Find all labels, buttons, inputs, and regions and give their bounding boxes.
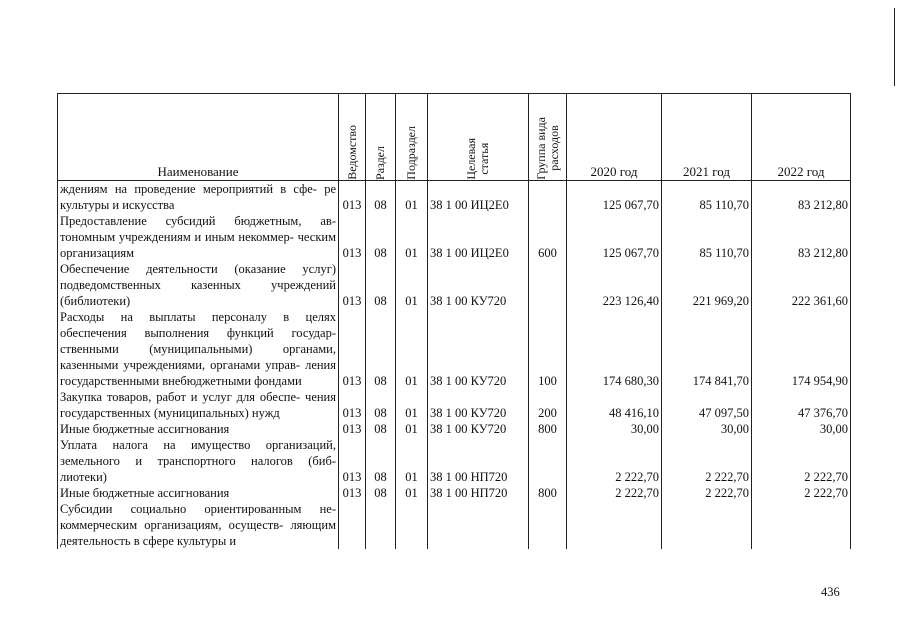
- row-subsection: 01: [396, 437, 428, 485]
- row-section: 08: [366, 181, 396, 214]
- row-target: 38 1 00 ИЦ2Е0: [428, 213, 529, 261]
- budget-table: [57, 93, 851, 549]
- row-dept: [339, 501, 366, 549]
- row-target: [428, 501, 529, 549]
- table-row: [58, 501, 851, 549]
- row-name: Закупка товаров, работ и услуг для обеспе- чения государственных (муниципальных) нужд: [58, 389, 339, 421]
- row-2022: 30,00: [752, 421, 851, 437]
- row-dept: 013: [339, 389, 366, 421]
- row-exp-group: 800: [529, 485, 567, 501]
- row-dept: 013: [339, 437, 366, 485]
- row-2020: [567, 501, 662, 549]
- table-row: [58, 261, 851, 309]
- table-row: [58, 485, 851, 501]
- row-2020: 125 067,70: [567, 213, 662, 261]
- row-target: 38 1 00 КУ720: [428, 309, 529, 389]
- row-target: 38 1 00 ИЦ2Е0: [428, 181, 529, 214]
- row-subsection: 01: [396, 309, 428, 389]
- row-dept: 013: [339, 181, 366, 214]
- header-name: Наименование: [58, 94, 339, 181]
- header-section: Раздел: [366, 94, 396, 181]
- row-subsection: 01: [396, 181, 428, 214]
- row-2021: 30,00: [662, 421, 752, 437]
- row-section: 08: [366, 485, 396, 501]
- header-dept: Ведомство: [339, 94, 366, 181]
- row-2022: 2 222,70: [752, 485, 851, 501]
- row-exp-group: [529, 437, 567, 485]
- row-name: Предоставление субсидий бюджетным, ав- тономным учреждениям и иным некоммер- ческим организациям: [58, 213, 339, 261]
- row-2020: 2 222,70: [567, 437, 662, 485]
- row-target: 38 1 00 КУ720: [428, 389, 529, 421]
- row-2021: 2 222,70: [662, 437, 752, 485]
- row-subsection: 01: [396, 485, 428, 501]
- table-body: [58, 181, 851, 550]
- row-exp-group: 800: [529, 421, 567, 437]
- row-2021: 85 110,70: [662, 213, 752, 261]
- row-exp-group: [529, 261, 567, 309]
- row-target: 38 1 00 НП720: [428, 485, 529, 501]
- row-subsection: 01: [396, 421, 428, 437]
- scan-edge-line: [894, 8, 895, 86]
- row-section: 08: [366, 213, 396, 261]
- row-dept: 013: [339, 213, 366, 261]
- row-target: 38 1 00 КУ720: [428, 421, 529, 437]
- row-subsection: [396, 501, 428, 549]
- row-name: Расходы на выплаты персоналу в целях обеспечения выполнения функций государ- ственными (муниципальными) органами, казенными учреждениями, органами управ- ления государственными внебюджетными фондами: [58, 309, 339, 389]
- row-dept: 013: [339, 421, 366, 437]
- row-subsection: 01: [396, 213, 428, 261]
- table-row: [58, 181, 851, 214]
- table-row: [58, 437, 851, 485]
- row-2020: 30,00: [567, 421, 662, 437]
- row-2021: 85 110,70: [662, 181, 752, 214]
- row-exp-group: [529, 501, 567, 549]
- row-name: Обеспечение деятельности (оказание услуг) подведомственных казенных учреждений (библиотеки): [58, 261, 339, 309]
- header-target: Целевая статья: [428, 94, 529, 181]
- row-exp-group: 100: [529, 309, 567, 389]
- row-2022: 174 954,90: [752, 309, 851, 389]
- row-section: [366, 501, 396, 549]
- row-2021: 47 097,50: [662, 389, 752, 421]
- row-2020: 2 222,70: [567, 485, 662, 501]
- table-row: [58, 389, 851, 421]
- row-2021: [662, 501, 752, 549]
- row-name: Иные бюджетные ассигнования: [58, 485, 339, 501]
- row-2022: 222 361,60: [752, 261, 851, 309]
- row-2021: 174 841,70: [662, 309, 752, 389]
- row-name: Субсидии социально ориентированным не- коммерческим организациям, осуществ- ляющим деятельность в сфере культуры и: [58, 501, 339, 549]
- row-2022: 2 222,70: [752, 437, 851, 485]
- row-2020: 48 416,10: [567, 389, 662, 421]
- header-2021: 2021 год: [662, 94, 752, 181]
- row-exp-group: 200: [529, 389, 567, 421]
- row-2020: 125 067,70: [567, 181, 662, 214]
- row-dept: 013: [339, 309, 366, 389]
- header-2020: 2020 год: [567, 94, 662, 181]
- row-2020: 174 680,30: [567, 309, 662, 389]
- row-2022: 83 212,80: [752, 181, 851, 214]
- row-name: Иные бюджетные ассигнования: [58, 421, 339, 437]
- table-row: [58, 421, 851, 437]
- row-section: 08: [366, 421, 396, 437]
- row-subsection: 01: [396, 389, 428, 421]
- row-2022: 83 212,80: [752, 213, 851, 261]
- row-name: Уплата налога на имущество организаций, земельного и транспортного налогов (биб- лиотеки): [58, 437, 339, 485]
- header-2022: 2022 год: [752, 94, 851, 181]
- table-row: [58, 213, 851, 261]
- row-2022: 47 376,70: [752, 389, 851, 421]
- row-dept: 013: [339, 261, 366, 309]
- row-subsection: 01: [396, 261, 428, 309]
- row-section: 08: [366, 309, 396, 389]
- row-2020: 223 126,40: [567, 261, 662, 309]
- row-section: 08: [366, 437, 396, 485]
- row-name: ждениям на проведение мероприятий в сфе- ре культуры и искусства: [58, 181, 339, 214]
- row-2022: [752, 501, 851, 549]
- row-target: 38 1 00 КУ720: [428, 261, 529, 309]
- row-section: 08: [366, 389, 396, 421]
- header-subsection: Подраздел: [396, 94, 428, 181]
- row-dept: 013: [339, 485, 366, 501]
- row-section: 08: [366, 261, 396, 309]
- row-2021: 221 969,20: [662, 261, 752, 309]
- row-2021: 2 222,70: [662, 485, 752, 501]
- table-row: [58, 309, 851, 389]
- header-exp-group: Группа вида расходов: [529, 94, 567, 181]
- header-row: [58, 94, 851, 181]
- row-target: 38 1 00 НП720: [428, 437, 529, 485]
- row-exp-group: [529, 181, 567, 214]
- page-number: 436: [821, 585, 840, 599]
- row-exp-group: 600: [529, 213, 567, 261]
